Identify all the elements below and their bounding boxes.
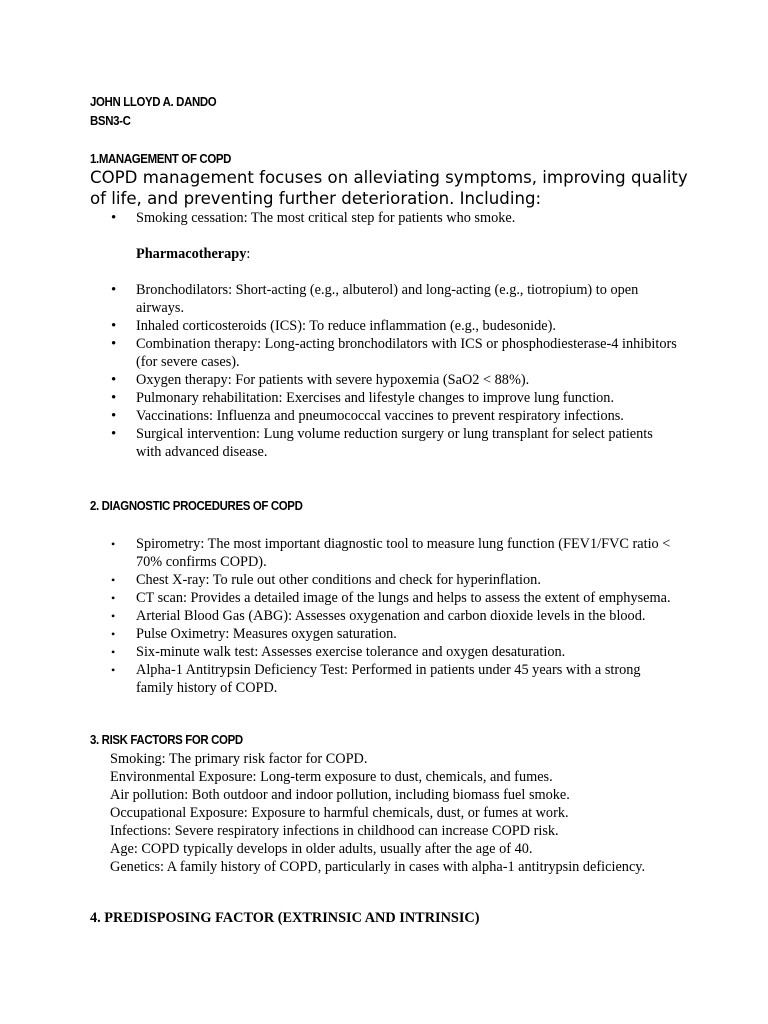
list-item xyxy=(90,389,680,407)
bullet-icon: • xyxy=(111,609,116,623)
pharmacotherapy-label xyxy=(136,245,250,263)
list-item-text: Oxygen therapy: For patients with severe hypoxemia (SaO2 < 88%). xyxy=(136,372,530,388)
list-item xyxy=(90,425,680,461)
management-list xyxy=(90,281,680,461)
risk-factor-line: Genetics: A family history of COPD, particularly in cases with alpha-1 antitrypsin deficiency. xyxy=(110,859,646,875)
list-item-text: Arterial Blood Gas (ABG): Assesses oxygenation and carbon dioxide levels in the blood. xyxy=(136,608,646,624)
list-item xyxy=(90,607,680,625)
list-item-text: Vaccinations: Influenza and pneumococcal vaccines to prevent respiratory infections. xyxy=(136,408,624,424)
list-item xyxy=(90,335,680,371)
list-item xyxy=(90,589,680,607)
list-item xyxy=(90,625,680,643)
bullet-icon: • xyxy=(111,573,116,587)
list-item-text: Alpha-1 Antitrypsin Deficiency Test: Performed in patients under 45 years with a strong family history of COPD. xyxy=(136,662,641,696)
list-item-text: Pulmonary rehabilitation: Exercises and lifestyle changes to improve lung function. xyxy=(136,390,615,406)
bullet-icon: • xyxy=(111,210,117,226)
list-item xyxy=(90,407,680,425)
bullet-icon: • xyxy=(111,372,117,388)
list-item xyxy=(90,209,680,227)
list-item xyxy=(90,661,680,697)
bullet-icon: • xyxy=(111,408,117,424)
management-first-list xyxy=(90,209,680,227)
management-intro: COPD management focuses on alleviating symptoms, improving quality of life, and preventing further deterioration. Including: xyxy=(90,168,688,208)
list-item-text: CT scan: Provides a detailed image of the lungs and helps to assess the extent of emphysema. xyxy=(136,590,671,606)
risk-factor-list xyxy=(110,750,730,876)
list-item-text: Smoking cessation: The most critical step for patients who smoke. xyxy=(136,210,516,226)
list-item-text: Six-minute walk test: Assesses exercise tolerance and oxygen desaturation. xyxy=(136,644,566,660)
risk-factor-line: Infections: Severe respiratory infections in childhood can increase COPD risk. xyxy=(110,823,559,839)
pharmacotherapy-colon: : xyxy=(246,246,251,262)
list-item-text: Bronchodilators: Short-acting (e.g., albuterol) and long-acting (e.g., tiotropium) to open airways. xyxy=(136,282,639,316)
list-item-text: Inhaled corticosteroids (ICS): To reduce inflammation (e.g., budesonide). xyxy=(136,318,556,334)
list-item-text: Chest X-ray: To rule out other conditions and check for hyperinflation. xyxy=(136,572,541,588)
list-item xyxy=(90,281,680,317)
list-item xyxy=(90,643,680,661)
risk-factor-line: Environmental Exposure: Long-term exposure to dust, chemicals, and fumes. xyxy=(110,769,553,785)
bullet-icon: • xyxy=(111,663,116,677)
heading-diagnostic: 2. DIAGNOSTIC PROCEDURES OF COPD xyxy=(90,498,303,513)
heading-risk-factors: 3. RISK FACTORS FOR COPD xyxy=(90,732,243,747)
author-name: JOHN LLOYD A. DANDO xyxy=(90,94,217,109)
list-item-text: Spirometry: The most important diagnostic tool to measure lung function (FEV1/FVC ratio < 70% confirms COPD). xyxy=(136,536,671,570)
class-section: BSN3-C xyxy=(90,113,131,128)
risk-factor-line: Air pollution: Both outdoor and indoor pollution, including biomass fuel smoke. xyxy=(110,787,570,803)
bullet-icon: • xyxy=(111,318,117,334)
list-item-text: Pulse Oximetry: Measures oxygen saturation. xyxy=(136,626,397,642)
diagnostic-list xyxy=(90,535,680,697)
risk-factor-line: Age: COPD typically develops in older adults, usually after the age of 40. xyxy=(110,841,533,857)
list-item xyxy=(90,535,680,571)
list-item-text: Combination therapy: Long-acting bronchodilators with ICS or phosphodiesterase-4 inhibitors (for severe cases). xyxy=(136,336,677,370)
bullet-icon: • xyxy=(111,591,116,605)
bullet-icon: • xyxy=(111,336,117,352)
list-item-text: Surgical intervention: Lung volume reduction surgery or lung transplant for select patients with advanced disease. xyxy=(136,426,653,460)
bullet-icon: • xyxy=(111,426,117,442)
heading-management: 1.MANAGEMENT OF COPD xyxy=(90,151,232,166)
bullet-icon: • xyxy=(111,645,116,659)
bullet-icon: • xyxy=(111,282,117,298)
list-item xyxy=(90,571,680,589)
risk-factor-line: Smoking: The primary risk factor for COPD. xyxy=(110,751,368,767)
bullet-icon: • xyxy=(111,537,116,551)
heading-predisposing: 4. PREDISPOSING FACTOR (EXTRINSIC AND INTRINSIC) xyxy=(90,910,480,926)
list-item xyxy=(90,371,680,389)
risk-factor-line: Occupational Exposure: Exposure to harmful chemicals, dust, or fumes at work. xyxy=(110,805,569,821)
bullet-icon: • xyxy=(111,390,117,406)
bullet-icon: • xyxy=(111,627,116,641)
pharmacotherapy-title: Pharmacotherapy xyxy=(136,246,247,262)
list-item xyxy=(90,317,680,335)
